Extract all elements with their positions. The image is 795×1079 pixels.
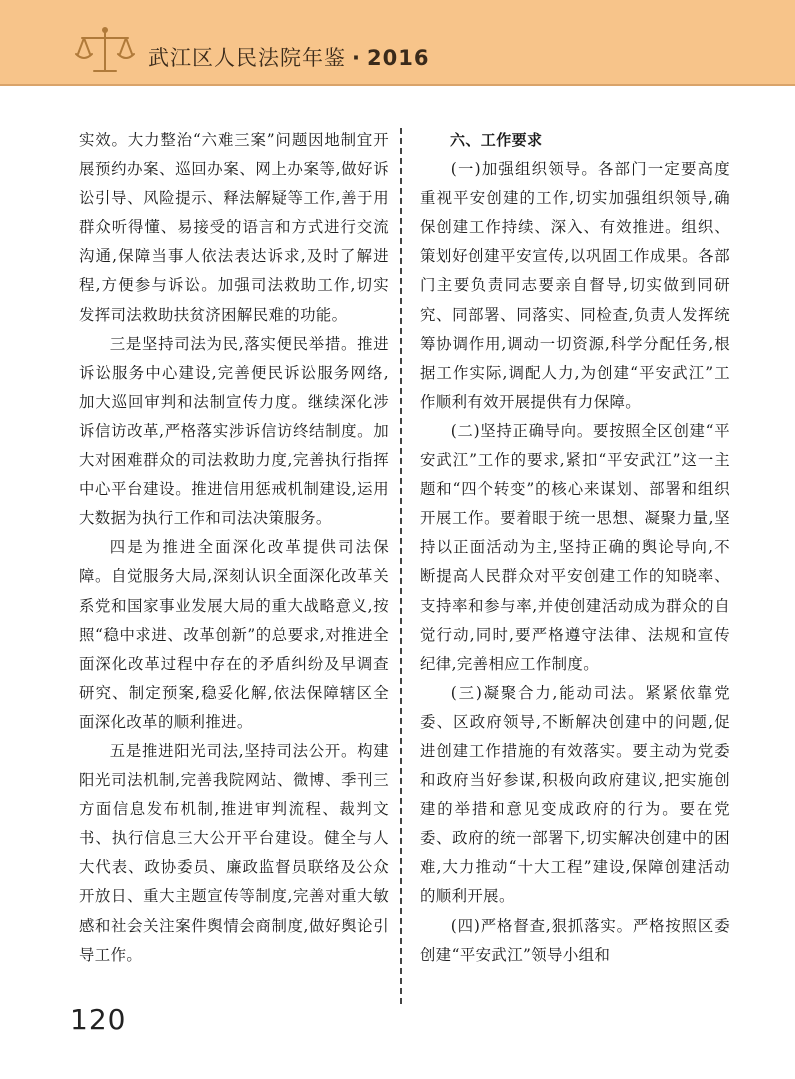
paragraph-left-3: 四是为推进全面深化改革提供司法保障。自觉服务大局,深刻认识全面深化改革关系党和国家事业发展大局的重大战略意义,按照“稳中求进、改革创新”的总要求,对推进全面深化改革过程中存在的矛盾纠纷及早调查研究、制定预案,稳妥化解,依法保障辖区全面深化改革的顺利推进。 [79, 538, 389, 731]
paragraph-right-3: (三)凝聚合力,能动司法。紧紧依靠党委、区政府领导,不断解决创建中的问题,促进创建工作措施的有效落实。要主动为党委和政府当好参谋,积极向政府建议,把实施创建的举措和意见变成政府的行为。要在党委、政府的统一部署下,切实解决创建中的困难,大力推动“十大工程”建设,保障创建活动的顺利开展。 [420, 683, 730, 906]
yearbook-year: 2016 [366, 46, 430, 70]
paragraph-left-2: 三是坚持司法为民,落实便民举措。推进诉讼服务中心建设,完善便民诉讼服务网络,加大巡回审判和法制宣传力度。继续深化涉诉信访改革,严格落实涉诉信访终结制度。加大对困难群众的司法救助力度,完善执行指挥中心平台建设。推进信用惩戒机制建设,运用大数据为执行工作和司法决策服务。 [79, 334, 389, 528]
scales-of-justice-icon [74, 26, 136, 76]
column-divider [400, 128, 402, 1004]
paragraph-right-1: (一)加强组织领导。各部门一定要高度重视平安创建的工作,切实加强组织领导,确保创建工作持续、深入、有效推进。组织、策划好创建平安宣传,以巩固工作成果。各部门主要负责同志要亲自督导,切实做到同研究、同部署、同落实、同检查,负责人发挥统筹协调作用,调动一切资源,科学分配任务,根据工作实际,调配人力,为创建“平安武江”工作顺利有效开展提供有力保障。 [420, 160, 730, 411]
left-text-column [79, 126, 389, 970]
paragraph-left-1: 实效。大力整治“六难三案”问题因地制宜开展预约办案、巡回办案、网上办案等,做好诉讼引导、风险提示、释法解疑等工作,善于用群众听得懂、易接受的语言和方式进行交流沟通,保障当事人依法表达诉求,及时了解进程,方便参与诉讼。加强司法救助工作,切实发挥司法救助扶贫济困解民难的功能。 [79, 131, 389, 324]
paragraph-right-4: (四)严格督查,狠抓落实。严格按照区委创建“平安武江”领导小组和 [420, 916, 730, 964]
paragraph-left-4: 五是推进阳光司法,坚持司法公开。构建阳光司法机制,完善我院网站、微博、季刊三方面信息发布机制,推进审判流程、裁判文书、执行信息三大公开平台建设。健全与人大代表、政协委员、廉政监督员联络及公众开放日、重大主题宣传等制度,完善对重大敏感和社会关注案件舆情会商制度,做好舆论引导工作。 [79, 741, 389, 964]
yearbook-title [148, 42, 429, 72]
yearbook-name: 武江区人民法院年鉴 [148, 46, 346, 70]
header-rule [0, 84, 795, 86]
paragraph-right-2: (二)坚持正确导向。要按照全区创建“平安武江”工作的要求,紧扣“平安武江”这一主题和“四个转变”的核心来谋划、部署和组织开展工作。要着眼于统一思想、凝聚力量,坚持以正面活动为主,坚持正确的舆论导向,不断提高人民群众对平安创建工作的知晓率、支持率和参与率,并使创建活动成为群众的自觉行动,同时,要严格遵守法律、法规和宣传纪律,完善相应工作制度。 [420, 421, 730, 673]
section-heading: 六、工作要求 [450, 131, 543, 149]
page-number: 120 [70, 1003, 127, 1036]
title-separator: · [352, 46, 361, 70]
right-text-column [420, 126, 730, 970]
